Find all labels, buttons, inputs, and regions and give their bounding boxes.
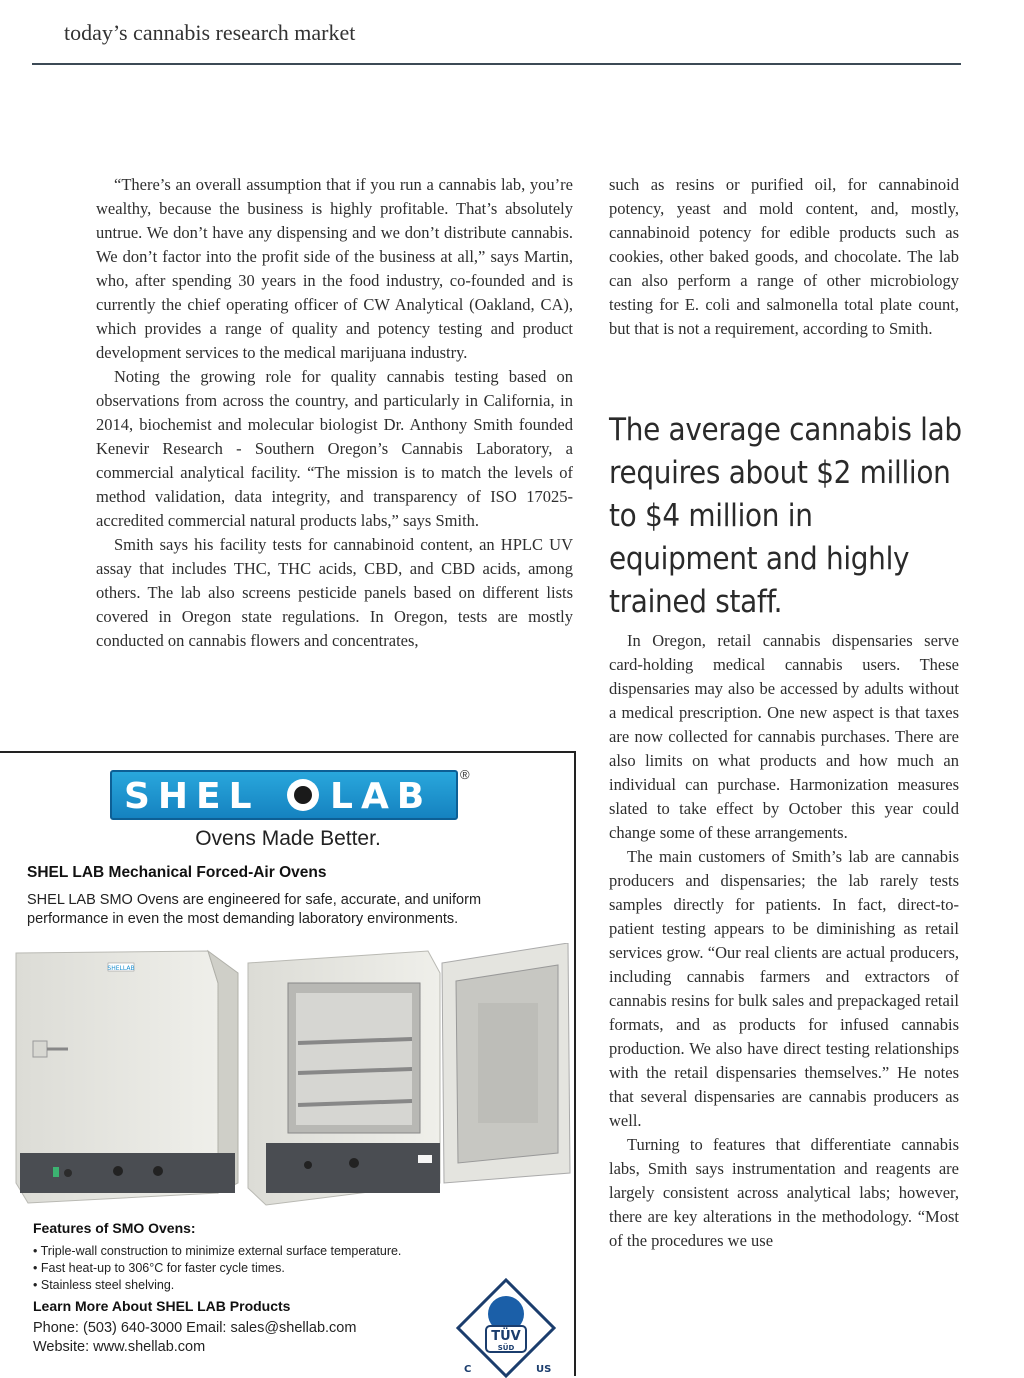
left-column — [96, 173, 573, 653]
header-divider — [32, 63, 961, 65]
features-title: Features of SMO Ovens: — [33, 1220, 196, 1236]
registered-mark: ® — [460, 767, 470, 782]
closed-oven-icon — [16, 951, 238, 1203]
list-item: • Triple-wall construction to minimize external surface temperature. — [33, 1243, 401, 1260]
running-header: today’s cannabis research market — [64, 20, 356, 45]
list-item: • Fast heat-up to 306°C for faster cycle times. — [33, 1260, 401, 1277]
pull-quote: The average cannabis lab requires about $2 million to $4 million in equipment and highly trained staff. — [609, 412, 962, 620]
list-item: • Stainless steel shelving. — [33, 1277, 401, 1294]
paragraph: The main customers of Smith’s lab are cannabis producers and dispensaries; the lab rarely tests samples directly for patients. In fact, direct-to-patient testing appears to be diminishing as retail services grow. “Our real clients are actual producers, including cannabis farmers and extractors of cannabis resins for bulk sales and prepackaged retail formats, and as products for infused cannabis production. We also have direct testing relationships with the retail dispensaries themselves.” He notes that several dispensaries are cannabis producers as well. — [609, 847, 959, 1130]
logo-ring-icon — [287, 779, 319, 811]
logo-text-lab: LAB — [330, 776, 433, 817]
features-list — [33, 1243, 401, 1294]
ad-tagline: Ovens Made Better. — [195, 827, 381, 850]
cert-us-text: US — [536, 1364, 552, 1375]
contact-phone-email[interactable]: Phone: (503) 640-3000 Email: sales@shellab.com — [33, 1320, 357, 1336]
cert-c-text: C — [464, 1364, 472, 1375]
paragraph: Noting the growing role for quality cannabis testing based on observations from across the country, and particularly in California, in 2014, biochemist and molecular biologist Dr. Anthony Smith founded Kenevir Research - Southern Oregon’s Cannabis Laboratory, a commercial analytical facility. “The mission is to match the levels of method validation, data integrity, and transparency of ISO 17025-accredited commercial natural products labs,” says Smith. — [96, 367, 573, 530]
paragraph: “There’s an overall assumption that if you run a cannabis lab, you’re wealthy, because the business is highly profitable. That’s absolutely untrue. We don’t have any dispensing and we don’t distribute cannabis. We don’t factor into the profit side of the business at all,” says Martin, who, after spending 30 years in the food industry, co-founded and is currently the chief operating officer of CW Analytical (Oakland, CA), which provides a range of quality and potency testing and product development services to the medical marijuana industry. — [96, 175, 573, 362]
shellab-logo — [110, 770, 458, 820]
contact-info — [33, 1319, 356, 1357]
paragraph: Turning to features that differentiate cannabis labs, Smith says instrumentation and reagents are largely consistent across analytical labs; however, there are key alterations in the methodology. “Most of the procedures we use — [609, 1135, 959, 1250]
oven-logo-badge: SHELLAB — [107, 965, 135, 972]
ad-description: SHEL LAB SMO Ovens are engineered for safe, accurate, and uniform performance in even the most demanding laboratory environments. — [27, 892, 482, 927]
logo-text-shel: SHEL — [124, 776, 260, 817]
paragraph: Smith says his facility tests for cannabinoid content, an HPLC UV assay that includes THC, THC acids, CBD, and CBD acids, among others. The lab also screens pesticide panels based on different lists covered in Oregon state regulations. In Oregon, tests are mostly conducted on cannabis flowers and concentrates, — [96, 535, 573, 650]
right-column-top — [609, 173, 959, 341]
right-column-bottom — [609, 629, 959, 1253]
contact-website[interactable]: Website: www.shellab.com — [33, 1339, 206, 1355]
paragraph: such as resins or purified oil, for cannabinoid potency, yeast and mold content, and, mostly, cannabinoid potency for edible products such as cookies, other baked goods, and chocolate. The lab can also perform a range of other microbiology testing for E. coli and salmonella total plate count, but that is not a requirement, according to Smith. — [609, 175, 959, 338]
learn-more-heading: Learn More About SHEL LAB Products — [33, 1298, 291, 1314]
open-oven-icon — [248, 943, 570, 1205]
ad-heading: SHEL LAB Mechanical Forced-Air Ovens — [27, 864, 327, 881]
ovens-image — [8, 943, 576, 1213]
sud-text: SÜD — [497, 1344, 515, 1352]
paragraph: In Oregon, retail cannabis dispensaries serve card-holding medical cannabis users. These dispensaries may also be accessed by adults without a medical prescription. One new aspect is that taxes are now collected for cannabis purchases. There are also limits on what products and how much an individual can purchase. Harmonization measures slated to take effect by October this year could change some of these arrangements. — [609, 631, 959, 842]
tuv-text: TÜV — [491, 1329, 521, 1344]
tuv-certification-icon — [456, 1278, 556, 1378]
shellab-advertisement[interactable] — [0, 751, 576, 1376]
